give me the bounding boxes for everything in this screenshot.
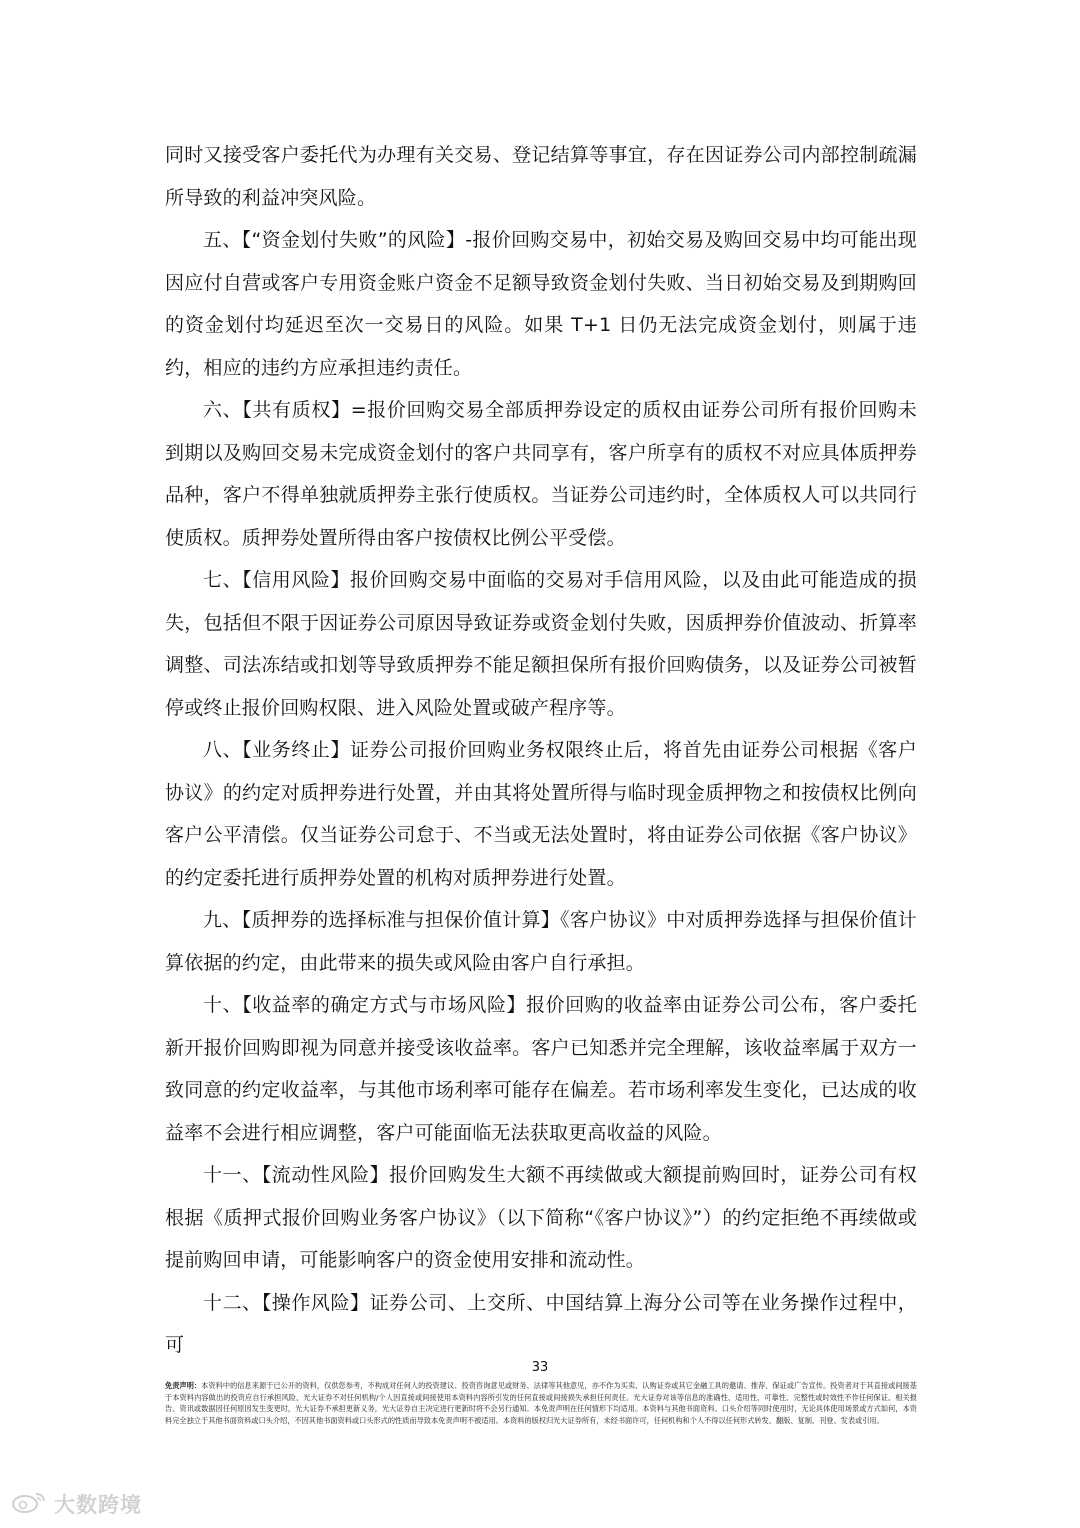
watermark-text: 大数跨境 <box>54 1493 142 1517</box>
watermark <box>10 1490 142 1518</box>
paragraph-item-8: 八、【业务终止】证券公司报价回购业务权限终止后，将首先由证券公司根据《客户协议》的约定对质押券进行处置，并由其将处置所得与临时现金质押物之和按债权比例向客户公平清偿。仅当证券公司怠于、不当或无法处置时，将由证券公司依据《客户协议》的约定委托进行质押券处置的机构对质押券进行处置。 <box>165 739 917 889</box>
paragraph-item-6: 六、【共有质权】=报价回购交易全部质押券设定的质权由证券公司所有报价回购未到期以及购回交易未完成资金划付的客户共同享有，客户所享有的质权不对应具体质押券品种，客户不得单独就质押券主张行使质权。当证券公司违约时，全体质权人可以共同行使质权。质押券处置所得由客户按债权比例公平受偿。 <box>165 399 917 549</box>
paragraph-item-9: 九、【质押券的选择标准与担保价值计算】《客户协议》中对质押券选择与担保价值计算依据的约定，由此带来的损失或风险由客户自行承担。 <box>165 909 917 974</box>
paragraph-item-10: 十、【收益率的确定方式与市场风险】报价回购的收益率由证券公司公布，客户委托新开报价回购即视为同意并接受该收益率。客户已知悉并完全理解，该收益率属于双方一致同意的约定收益率，与其他市场利率可能存在偏差。若市场利率发生变化，已达成的收益率不会进行相应调整，客户可能面临无法获取更高收益的风险。 <box>165 994 917 1144</box>
paragraph-item-7: 七、【信用风险】报价回购交易中面临的交易对手信用风险，以及由此可能造成的损失，包括但不限于因证券公司原因导致证券或资金划付失败，因质押券价值波动、折算率调整、司法冻结或扣划等导致质押券不能足额担保所有报价回购债务，以及证券公司被暂停或终止报价回购权限、进入风险处置或破产程序等。 <box>165 569 917 719</box>
paragraph-item-5: 五、【“资金划付失败”的风险】-报价回购交易中，初始交易及购回交易中均可能出现因应付自营或客户专用资金账户资金不足额导致资金划付失败、当日初始交易及到期购回的资金划付均延迟至次一交易日的风险。如果 T+1 日仍无法完成资金划付，则属于违约，相应的违约方应承担违约责任。 <box>165 229 917 379</box>
disclaimer <box>165 1380 917 1426</box>
paragraph-item-11: 十一、【流动性风险】报价回购发生大额不再续做或大额提前购回时，证券公司有权根据《质押式报价回购业务客户协议》（以下简称“《客户协议》”）的约定拒绝不再续做或提前购回申请，可能影响客户的资金使用安排和流动性。 <box>165 1164 917 1271</box>
disclaimer-text: 本资料中的信息来源于已公开的资料，仅供您参考，不构成对任何人的投资建议、投资咨询意见或财务、法律等其他意见，亦不作为买卖、认购证券或其它金融工具的邀请、推荐、保证或广告宣传。投资者对于其直接或间接基于本资料内容做出的投资应自行承担风险，光大证券不对任何机构/个人因直接或间接使用本资料内容所引发的任何直接或间接损失承担任何责任。光大证券对该等信息的准确性、适用性、可靠性、完整性或时效性不作任何保证。相关报告、资讯或数据因任何原因发生变更时，光大证券不承担更新义务，光大证券自主决定进行更新时将不会另行通知。本免责声明在任何情形下均适用。本资料与其他书面资料、口头介绍等同时使用时，无论具体使用场景或方式如何，本资料完全独立于其他书面资料或口头介绍，不因其他书面资料或口头形式的性质而导致本免责声明不被适用。本资料的版权归光大证券所有，未经书面许可，任何机构和个人不得以任何形式转发、翻版、复制、刊登、发表或引用。 <box>165 1381 917 1425</box>
paragraph-item-12: 十二、【操作风险】证券公司、上交所、中国结算上海分公司等在业务操作过程中，可 <box>165 1291 917 1356</box>
disclaimer-label: 免责声明： <box>165 1381 202 1390</box>
weibo-logo-icon <box>10 1490 50 1518</box>
body-text <box>165 134 917 1367</box>
page-number: 33 <box>531 1360 549 1375</box>
paragraph-continuation: 同时又接受客户委托代为办理有关交易、登记结算等事宜，存在因证券公司内部控制疏漏所导致的利益冲突风险。 <box>165 144 917 209</box>
